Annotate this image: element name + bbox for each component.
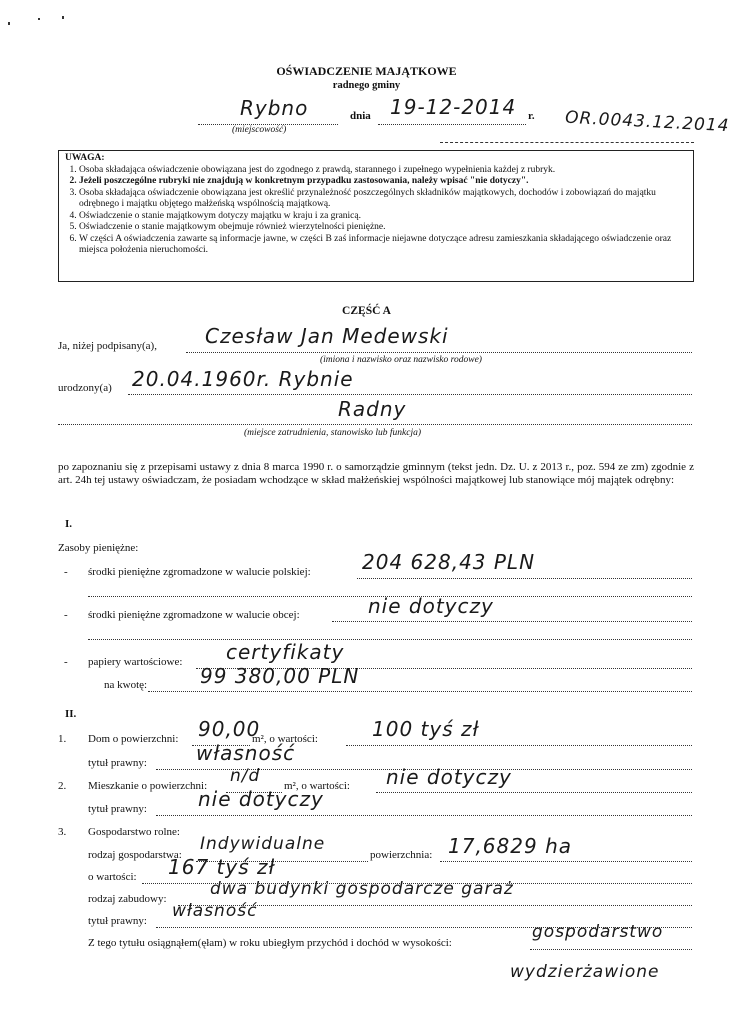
pln-value: 204 628,43 PLN xyxy=(362,550,536,574)
signer-label: Ja, niżej podpisany(a), xyxy=(58,340,157,352)
place-hint: (miejscowość) xyxy=(232,125,287,135)
date-suffix: r. xyxy=(528,110,535,122)
notice-item: 5. Oświadczenie o stanie majątkowym obejmuje również wierzytelności pieniężne. xyxy=(79,222,687,234)
notice-item: 2. Jeżeli poszczególne rubryki nie znajdują w konkretnym przypadku zastosowania, należy wpisać "nie dotyczy". xyxy=(79,176,687,188)
born-value: 20.04.1960r. Rybnie xyxy=(132,367,354,391)
farm-value-value: 167 tyś zł xyxy=(168,855,276,879)
scan-speck xyxy=(38,18,40,20)
signer-value: Czesław Jan Medewski xyxy=(205,324,449,348)
farm-type-label: rodzaj gospodarstwa: xyxy=(88,849,182,861)
income-value-continued: wydzierżawione xyxy=(510,962,660,982)
document-title: OŚWIADCZENIE MAJĄTKOWE xyxy=(276,64,457,78)
intro-text: po zapoznaniu się z przepisami ustawy z dnia 8 marca 1990 r. o samorządzie gminnym (tekst jedn. Dz. U. z 2013 r., poz. 594 ze zm) zgodnie z art. 24h tej ustawy oświadczam, że posiadam wchodzące w skład małżeńskiej wspólności majątkowej lub stanowiące mój majątek odrębny: xyxy=(58,461,694,486)
farm-area-value: 17,6829 ha xyxy=(448,834,572,858)
foreign-label: środki pieniężne zgromadzone w walucie obcej: xyxy=(88,609,300,621)
place-value: Rybno xyxy=(240,96,309,120)
house-value: 100 tyś zł xyxy=(372,717,480,741)
farm-type-value: Indywidualne xyxy=(200,834,326,854)
part-a-heading: CZĘŚĆ A xyxy=(342,305,391,317)
farm-value-label: o wartości: xyxy=(88,871,137,883)
dashed-rule xyxy=(440,142,694,143)
date-value: 19-12-2014 xyxy=(390,95,517,119)
bullet: - xyxy=(64,609,68,621)
notice-heading: UWAGA: xyxy=(65,153,105,163)
item-number: 1. xyxy=(58,733,67,745)
foreign-extra-line xyxy=(88,633,692,640)
house-area: 90,00 xyxy=(198,717,261,741)
section-2-number: II. xyxy=(65,708,77,720)
flat-title-value: nie dotyczy xyxy=(198,787,324,811)
notice-list xyxy=(65,165,687,257)
section-1-number: I. xyxy=(65,518,73,530)
farm-label: Gospodarstwo rolne: xyxy=(88,826,180,838)
pln-label: środki pieniężne zgromadzone w walucie polskiej: xyxy=(88,566,311,578)
notice-item: 4. Oświadczenie o stanie majątkowym dotyczy majątku w kraju i za granicą. xyxy=(79,211,687,223)
house-label: Dom o powierzchni: xyxy=(88,733,179,745)
house-title-label: tytuł prawny: xyxy=(88,757,147,769)
flat-title-label: tytuł prawny: xyxy=(88,803,147,815)
farm-title-value: własność xyxy=(172,901,258,921)
date-label: dnia xyxy=(350,110,371,122)
flat-unit: m², o wartości: xyxy=(284,780,350,792)
bullet: - xyxy=(64,656,68,668)
buildings-label: rodzaj zabudowy: xyxy=(88,893,167,905)
securities-value: certyfikaty xyxy=(226,640,345,664)
job-value: Radny xyxy=(338,397,407,421)
buildings-value: dwa budynki gospodarcze garaż xyxy=(210,879,514,899)
signer-hint: (imiona i nazwisko oraz nazwisko rodowe) xyxy=(320,355,482,365)
flat-label: Mieszkanie o powierzchni: xyxy=(88,780,208,792)
born-label: urodzony(a) xyxy=(58,382,112,394)
job-hint: (miejsce zatrudnienia, stanowisko lub funkcja) xyxy=(244,428,422,438)
notice-item: 3. Osoba składająca oświadczenie obowiązana jest określić przynależność poszczególnych składników majątkowych, dochodów i zobowiązań do majątku odrębnego i majątku objętego małżeńską wspólnością majątkową. xyxy=(79,188,687,211)
flat-area: n/d xyxy=(230,766,261,786)
securities-label: papiery wartościowe: xyxy=(88,656,183,668)
notice-item: 6. W części A oświadczenia zawarte są informacje jawne, w części B zaś informacje niejawne dotyczące adresu zamieszkania składającego oświadczenie oraz miejsca położenia nieruchomości. xyxy=(79,234,687,257)
section-1-heading: Zasoby pieniężne: xyxy=(58,542,139,554)
reference-number: OR.0043.12.2014 xyxy=(564,107,730,137)
item-number: 2. xyxy=(58,780,67,792)
item-number: 3. xyxy=(58,826,67,838)
flat-value: nie dotyczy xyxy=(386,765,512,789)
notice-item: 1. Osoba składająca oświadczenie obowiązana jest do zgodnego z prawdą, starannego i zupełnego wypełnienia każdej z rubryk. xyxy=(79,165,687,177)
house-title-value: własność xyxy=(196,741,296,765)
house-unit: m², o wartości: xyxy=(252,733,318,745)
amount-value: 99 380,00 PLN xyxy=(200,664,360,688)
amount-label: na kwotę: xyxy=(104,679,148,691)
document-subtitle: radnego gminy xyxy=(332,80,401,91)
farm-title-label: tytuł prawny: xyxy=(88,915,147,927)
income-value: gospodarstwo xyxy=(532,922,664,942)
bullet: - xyxy=(64,566,68,578)
scan-speck xyxy=(8,22,10,25)
income-label: Z tego tytułu osiągnąłem(ęłam) w roku ubiegłym przychód i dochód w wysokości: xyxy=(88,937,452,949)
foreign-value: nie dotyczy xyxy=(368,594,494,618)
farm-area-label: powierzchnia: xyxy=(370,849,433,861)
scan-speck xyxy=(62,16,64,19)
notice-box xyxy=(58,150,694,282)
